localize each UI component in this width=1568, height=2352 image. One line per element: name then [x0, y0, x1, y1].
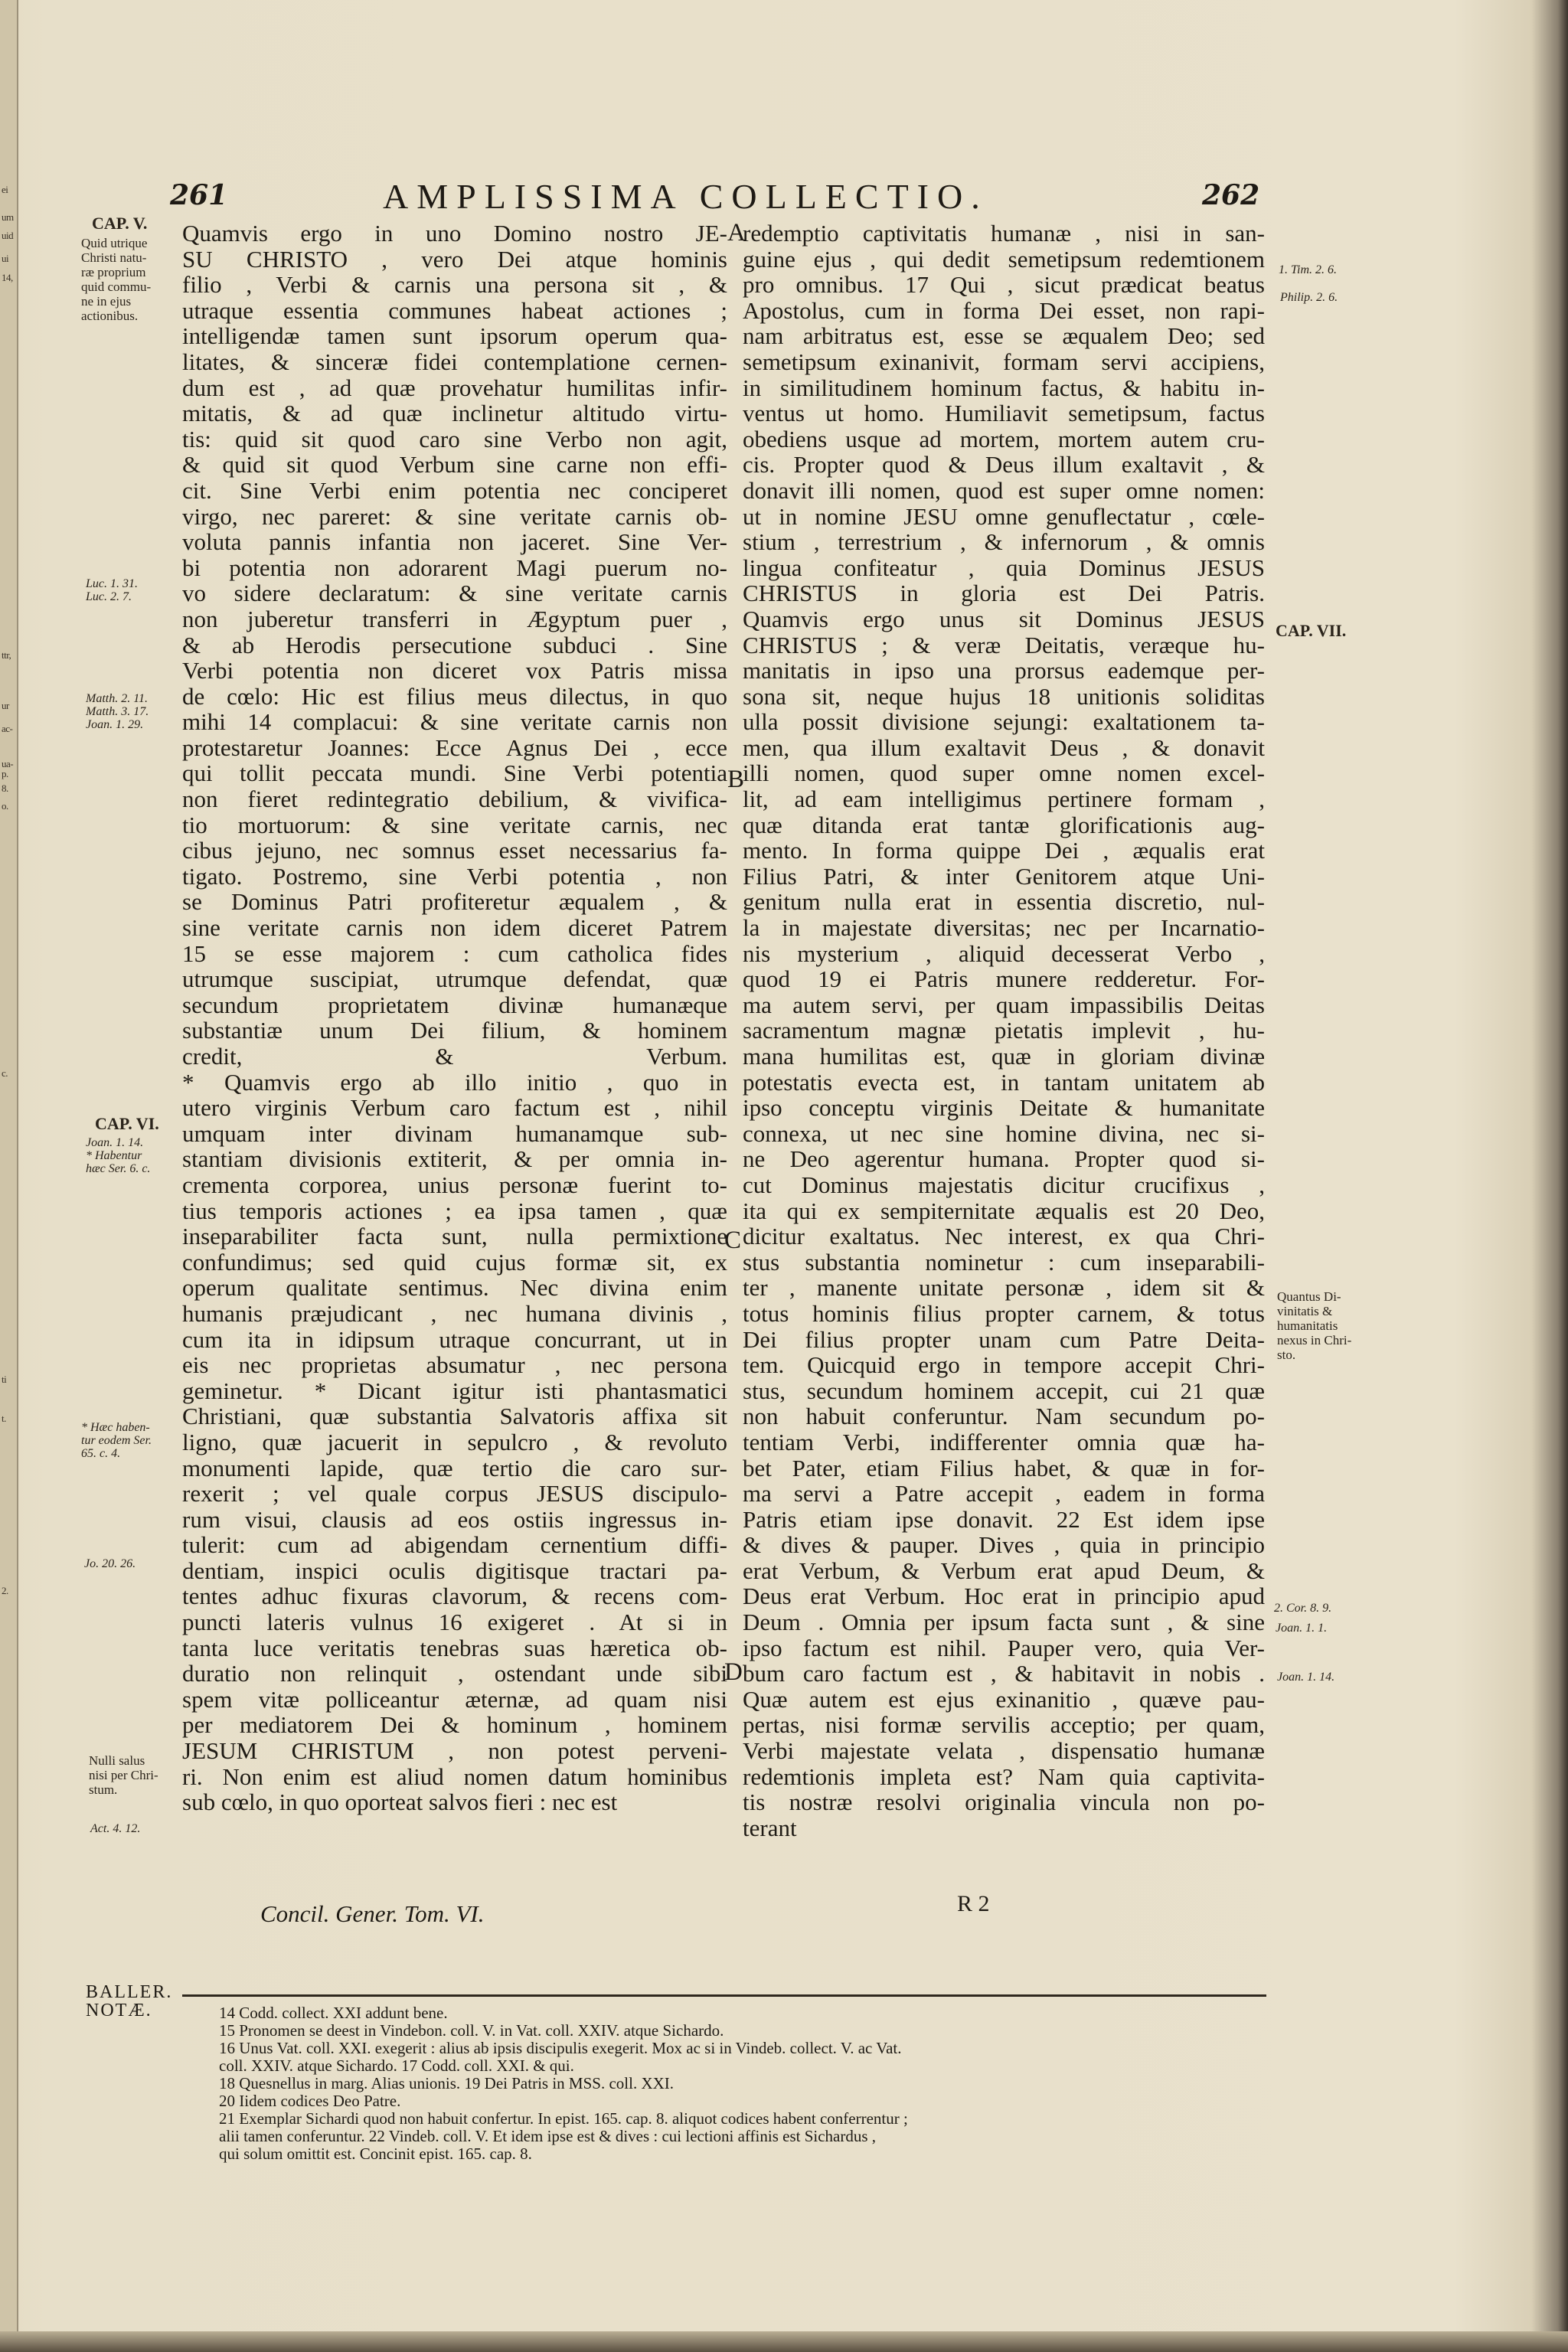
text-line: geminetur. * Dicant igitur isti phantasmatici: [182, 1377, 727, 1404]
margin-line: stum.: [89, 1782, 118, 1797]
gutter-fragment: ur: [2, 700, 9, 711]
text-line: Quamvis ergo in uno Domino nostro JE-: [182, 220, 727, 247]
text-line: mihi 14 complacui: & sine veritate carnis non: [182, 708, 727, 736]
margin-line: vinitatis &: [1277, 1304, 1333, 1318]
margin-ref-luke: [86, 577, 138, 603]
text-line: cibus jejuno, nec somnus esset necessarius fa-: [182, 837, 727, 864]
notes-heading-line: NOTÆ.: [86, 2001, 152, 2020]
gutter-fragment: ua-: [2, 758, 14, 769]
margin-ref-matthew: [86, 692, 149, 731]
text-line: Dei filius propter unam cum Patre Deita-: [743, 1325, 1265, 1353]
footnote-rule: [182, 1994, 1266, 1997]
margin-line: ræ proprium: [81, 265, 146, 279]
text-line: Christiani, quæ substantia Salvatoris affixa sit: [182, 1403, 727, 1430]
text-line: quæ ditanda erat tantæ glorificationis aug-: [743, 811, 1265, 838]
text-line: Quæ autem est ejus exinanitio , quæve pau-: [743, 1685, 1265, 1713]
text-line: nis mysterium , aliquid decesserat Verbo ,: [743, 939, 1265, 967]
margin-line: ne in ejus: [81, 294, 132, 309]
text-line: vo sidere declaratum: & sine veritate carnis: [182, 580, 727, 607]
text-line: manitatis in ipso una prorsus eademque per-: [743, 657, 1265, 684]
text-line: se Dominus Patri profiteretur æqualem , &: [182, 888, 727, 916]
text-line: & dives & pauper. Dives , quia in principio: [743, 1531, 1265, 1559]
text-line: totus hominis filius propter carnem, & totus: [743, 1299, 1265, 1327]
section-letter-d: D: [724, 1658, 743, 1686]
text-line: CHRISTUS ; & veræ Deitatis, veræque hu-: [743, 631, 1265, 658]
margin-line: humanitatis: [1277, 1318, 1338, 1333]
editor-notes: [219, 2004, 1276, 2163]
gutter-fragment: 14,: [2, 272, 13, 283]
section-letter-b: B: [727, 766, 745, 793]
text-line: dentiam, inspici oculis digitisque tractari pa-: [182, 1557, 727, 1584]
text-line: cit. Sine Verbi enim potentia nec conciperet: [182, 476, 727, 504]
signature-mark: R 2: [957, 1891, 990, 1916]
text-line: ita qui ex sempiternitate æqualis est 20 Deo,: [743, 1197, 1265, 1224]
text-line: non habuit conferuntur. Nam secundum po-: [743, 1403, 1265, 1430]
margin-line: nisi per Chri-: [89, 1768, 158, 1782]
gutter-fragment: 2.: [2, 1585, 8, 1596]
text-line: substantiæ unum Dei filium, & hominem: [182, 1017, 727, 1044]
margin-line: Joan. 1. 14.: [86, 1136, 144, 1149]
catchword-left: Concil. Gener. Tom. VI.: [260, 1900, 485, 1927]
text-line: intelligendæ tamen sunt ipsorum operum qua-: [182, 322, 727, 350]
text-line: stus, secundum hominem accepit, cui 21 quæ: [743, 1377, 1265, 1404]
margin-ref-philippians: Philip. 2. 6.: [1280, 291, 1338, 304]
text-line: tius temporis actiones ; ea ipsa tamen , quæ: [182, 1197, 727, 1224]
text-line: operum qualitate sentimus. Nec divina enim: [182, 1274, 727, 1302]
text-line: protestaretur Joannes: Ecce Agnus Dei , ecce: [182, 733, 727, 761]
text-line: tentes adhuc fixuras clavorum, & recens com-: [182, 1583, 727, 1610]
text-line: filio , Verbi & carnis una persona sit , &: [182, 271, 727, 299]
margin-line: Matth. 2. 11.: [86, 692, 149, 705]
text-line: voluta pannis infantia non jaceret. Sine Ver-: [182, 528, 727, 556]
text-line: ventus ut homo. Humiliavit semetipsum, factus: [743, 400, 1265, 427]
margin-summary-nulli-salus: [89, 1753, 158, 1797]
text-line: litates, & sinceræ fidei contemplatione cernen-: [182, 348, 727, 375]
text-line: genitum nulla erat in essentia discretio, nul-: [743, 888, 1265, 916]
page-title: AMPLISSIMA COLLECTIO.: [383, 177, 988, 216]
gutter-fragment: ac-: [2, 723, 13, 734]
text-line: cum ita in idipsum utraque concurrant, ut in: [182, 1325, 727, 1353]
margin-line: Quantus Di-: [1277, 1289, 1341, 1304]
text-line: tio mortuorum: & sine veritate carnis, nec: [182, 811, 727, 838]
gutter-fragment: o.: [2, 800, 8, 812]
text-line: qui tollit peccata mundi. Sine Verbi potentia: [182, 760, 727, 787]
text-line: pro omnibus. 17 Qui , sicut prædicat beatus: [743, 271, 1265, 299]
text-line: quod 19 ei Patris munere redderetur. For-: [743, 965, 1265, 993]
note-line: 16 Unus Vat. coll. XXI. exegerit : alius ab ipsis discipulis exegerit. Mox ac si in Vindeb. collect. V. ac Vat.: [219, 2040, 902, 2057]
text-line: duratio non relinquit , ostendant unde sibi: [182, 1660, 727, 1687]
text-line: rum visui, clausis ad eos ostiis ingressus in-: [182, 1505, 727, 1533]
text-line: lingua confiteatur , quia Dominus JESUS: [743, 554, 1265, 581]
text-line: sona sit, neque hujus 18 unitionis soliditas: [743, 682, 1265, 710]
text-line: humanis præjudicant , nec humana divinis ,: [182, 1299, 727, 1327]
text-line: lit, ad eam intelligimus pertinere formam ,: [743, 786, 1265, 813]
text-line: dum est , ad quæ provehatur humilitas infir-: [182, 374, 727, 401]
text-line: cut Dominus majestatis dicitur crucifixus ,: [743, 1171, 1265, 1198]
note-line: coll. XXIV. atque Sichardo. 17 Codd. coll. XXI. & qui.: [219, 2057, 574, 2075]
text-line: guine ejus , qui dedit semetipsum redemtionem: [743, 245, 1265, 273]
margin-line: actionibus.: [81, 309, 139, 323]
text-line: de cœlo: Hic est filius meus dilectus, in quo: [182, 682, 727, 710]
text-line: umquam inter divinam humanamque sub-: [182, 1119, 727, 1147]
gutter-fragment: c.: [2, 1067, 8, 1079]
text-line: tulerit: cum ad abigendam cernentium diffi-: [182, 1531, 727, 1559]
chapter-label-cap6: CAP. VI.: [95, 1114, 159, 1133]
gutter-fragment: t.: [2, 1413, 6, 1424]
text-line: virgo, nec pareret: & sine veritate carnis ob-: [182, 502, 727, 530]
text-line: obediens usque ad mortem, mortem autem cru-: [743, 425, 1265, 452]
text-line: nam arbitratus est, esse se æqualem Deo; sed: [743, 322, 1265, 350]
margin-line: Luc. 2. 7.: [86, 590, 132, 603]
gutter-fragment: ttr,: [2, 649, 11, 661]
section-letter-a: A: [727, 219, 746, 247]
text-line: erat Verbum, & Verbum erat apud Deum, &: [743, 1557, 1265, 1584]
notes-heading-line: BALLER.: [86, 1982, 173, 2002]
text-line: & ab Herodis persecutione subduci . Sine: [182, 631, 727, 658]
text-line: Quamvis ergo unus sit Dominus JESUS: [743, 605, 1265, 632]
text-line: redemptio captivitatis humanæ , nisi in san-: [743, 220, 1265, 247]
text-line: inseparabiliter facta sunt, nulla permixtione: [182, 1223, 727, 1250]
text-line: non fieret redintegratio debilium, & vivifica-: [182, 786, 727, 813]
text-line: connexa, ut nec sine homine divina, nec si-: [743, 1119, 1265, 1147]
text-line: ter , manente unitate personæ , idem sit &: [743, 1274, 1265, 1302]
text-line: mitatis, & ad quæ inclinetur altitudo virtu-: [182, 400, 727, 427]
text-line: Apostolus, cum in forma Dei esset, non rapi-: [743, 296, 1265, 324]
note-line: 20 Iidem codices Deo Patre.: [219, 2092, 401, 2110]
margin-ref-timothy: 1. Tim. 2. 6.: [1279, 263, 1338, 276]
text-line: terant: [743, 1814, 797, 1841]
text-line: mento. In forma quippe Dei , æqualis erat: [743, 837, 1265, 864]
margin-ref-john-habentur: [86, 1136, 150, 1175]
text-line: sine veritate carnis non idem diceret Patrem: [182, 914, 727, 942]
note-line: 15 Pronomen se deest in Vindebon. coll. V. in Vat. coll. XXIV. atque Sichardo.: [219, 2022, 724, 2040]
left-text-column: [182, 220, 727, 1815]
margin-line: 65. c. 4.: [81, 1447, 121, 1460]
text-line: ut in nomine JESU omne genuflectatur , cœle-: [743, 502, 1265, 530]
text-line: bet Pater, etiam Filius habet, & quæ in for-: [743, 1454, 1265, 1481]
text-line: tem. Quicquid ergo in tempore accepit Chri-: [743, 1351, 1265, 1379]
chapter-label-cap5: CAP. V.: [92, 214, 148, 233]
text-line: potestatis evecta est, in tantam unitatem ab: [743, 1068, 1265, 1096]
text-line: CHRISTUS in gloria est Dei Patris.: [743, 580, 1265, 607]
margin-summary-quid-utrique: [81, 236, 151, 323]
text-line: donavit illi nomen, quod est super omne nomen:: [743, 476, 1265, 504]
text-line: tis: quid sit quod caro sine Verbo non agit,: [182, 425, 727, 452]
text-line: credit, & Verbum.: [182, 1043, 727, 1070]
text-line: rexerit ; vel quale corpus JESUS discipulo-: [182, 1480, 727, 1508]
page-number-right: 262: [1202, 179, 1260, 211]
right-text-column: [743, 220, 1265, 1841]
text-line: bum caro factum est , & habitavit in nobis .: [743, 1660, 1265, 1687]
margin-line: Joan. 1. 29.: [86, 718, 144, 731]
margin-line: nexus in Chri-: [1277, 1333, 1352, 1348]
text-line: ligno, quæ jacuerit in sepulcro , & revoluto: [182, 1428, 727, 1455]
text-line: spem vitæ polliceantur æternæ, ad quam nisi: [182, 1685, 727, 1713]
text-line: men, qua illum exaltavit Deus , & donavit: [743, 733, 1265, 761]
text-line: tis nostræ resolvi originalia vincula non po-: [743, 1788, 1265, 1816]
text-line: ma autem servi, per quam impassibilis Deitas: [743, 991, 1265, 1018]
text-line: tentiam Verbi, indifferenter omnia quæ ha-: [743, 1428, 1265, 1455]
margin-ref-john1-1: Joan. 1. 1.: [1276, 1622, 1328, 1635]
text-line: utraque essentia communes habeat actiones ;: [182, 296, 727, 324]
gutter-fragment: ei: [2, 184, 8, 195]
text-line: monumenti lapide, quæ tertio die caro sur-: [182, 1454, 727, 1481]
margin-ref-john1-14: Joan. 1. 14.: [1277, 1671, 1335, 1684]
margin-line: Quid utrique: [81, 236, 148, 250]
margin-line: * Hæc haben-: [81, 1421, 150, 1434]
text-line: la in majestate diversitas; nec per Incarnatio-: [743, 914, 1265, 942]
margin-ref-john20: Jo. 20. 26.: [84, 1557, 136, 1570]
note-line: alii tamen conferuntur. 22 Vindeb. coll. V. Et idem ipse est & dives : cui lectioni affinis est Sichardus ,: [219, 2128, 877, 2145]
text-line: pertas, nisi formæ servilis acceptio; per quam,: [743, 1711, 1265, 1739]
text-line: Deus erat Verbum. Hoc erat in principio apud: [743, 1583, 1265, 1610]
text-line: sub cœlo, in quo oporteat salvos fieri : nec est: [182, 1788, 618, 1816]
text-line: dicitur exaltatus. Nec interest, ex qua Chri-: [743, 1223, 1265, 1250]
text-line: per mediatorem Dei & hominum , hominem: [182, 1711, 727, 1739]
section-letter-c: C: [724, 1227, 742, 1254]
text-line: Verbi majestate velata , dispensatio humanæ: [743, 1737, 1265, 1765]
text-line: ma servi a Patre accepit , eadem in forma: [743, 1480, 1265, 1508]
text-line: semetipsum exinanivit, formam servi accipiens,: [743, 348, 1265, 375]
text-line: confundimus; sed quid cujus formæ sit, ex: [182, 1248, 727, 1276]
margin-line: Matth. 3. 17.: [86, 705, 149, 718]
text-line: utero virginis Verbum caro factum est , nihil: [182, 1094, 727, 1122]
text-line: * Quamvis ergo ab illo initio , quo in: [182, 1068, 727, 1096]
text-line: ri. Non enim est aliud nomen datum hominibus: [182, 1762, 727, 1790]
text-line: crementa corporea, unius personæ fuerint to-: [182, 1171, 727, 1198]
text-line: mana humilitas est, quæ in gloriam divinæ: [743, 1043, 1265, 1070]
text-line: 15 se esse majorem : cum catholica fides: [182, 939, 727, 967]
text-line: secundum proprietatem divinæ humanæque: [182, 991, 727, 1018]
margin-line: tur eodem Ser.: [81, 1434, 152, 1447]
gutter-fragment: um: [2, 211, 14, 223]
margin-line: Luc. 1. 31.: [86, 577, 138, 590]
text-line: Patris etiam ipse donavit. 22 Est idem ipse: [743, 1505, 1265, 1533]
text-line: bi potentia non adorarent Magi puerum no-: [182, 554, 727, 581]
text-line: Verbi potentia non diceret vox Patris missa: [182, 657, 727, 684]
text-line: ipso conceptu virginis Deitate & humanitate: [743, 1094, 1265, 1122]
text-line: JESUM CHRISTUM , non potest perveni-: [182, 1737, 727, 1765]
gutter-fragment: ti: [2, 1374, 7, 1385]
gutter-fragment: uid: [2, 230, 14, 241]
gutter-fragment: p.: [2, 768, 8, 779]
page-edge-shadow: [0, 2331, 1568, 2352]
note-line: 21 Exemplar Sichardi quod non habuit confertur. In epist. 165. cap. 8. aliquot codices habent conferrentur ;: [219, 2110, 908, 2128]
margin-line: Nulli salus: [89, 1753, 145, 1768]
note-line: 14 Codd. collect. XXI addunt bene.: [219, 2004, 448, 2022]
chapter-label-cap7: CAP. VII.: [1276, 621, 1347, 640]
margin-ref-haec-habentur: [81, 1421, 152, 1460]
text-line: utrumque suscipiat, utrumque defendat, quæ: [182, 965, 727, 993]
text-line: tigato. Postremo, sine Verbi potentia , non: [182, 862, 727, 890]
note-line: qui solum omittit est. Concinit epist. 165. cap. 8.: [219, 2145, 532, 2163]
margin-line: hæc Ser. 6. c.: [86, 1162, 151, 1175]
margin-line: Christi natu-: [81, 250, 147, 265]
text-line: stantiam divisionis extiterit, & per omnia in-: [182, 1145, 727, 1173]
text-line: ipso factum est nihil. Pauper vero, quia Ver-: [743, 1634, 1265, 1661]
text-line: ne Deo agerentur humana. Propter quod si-: [743, 1145, 1265, 1173]
text-line: non juberetur transferri in Ægyptum puer ,: [182, 605, 727, 632]
notes-heading: [86, 1983, 172, 2020]
margin-line: sto.: [1277, 1348, 1296, 1362]
running-head: [0, 179, 1568, 217]
text-line: in similitudinem hominum factus, & habitu in-: [743, 374, 1265, 401]
text-line: & quid sit quod Verbum sine carne non effi-: [182, 451, 727, 479]
margin-ref-corinthians: 2. Cor. 8. 9.: [1274, 1602, 1332, 1615]
text-line: sacramentum magnæ pietatis implevit , hu-: [743, 1017, 1265, 1044]
page-number-left: 261: [170, 179, 228, 211]
margin-line: quid commu-: [81, 279, 152, 294]
text-line: tanta luce veritatis tenebras suas hæretica ob-: [182, 1634, 727, 1661]
text-line: redemtionis impleta est? Nam quia captivita-: [743, 1762, 1265, 1790]
text-line: cis. Propter quod & Deus illum exaltavit , &: [743, 451, 1265, 479]
note-line: 18 Quesnellus in marg. Alias unionis. 19 Dei Patris in MSS. coll. XXI.: [219, 2075, 675, 2092]
text-line: SU CHRISTO , vero Dei atque hominis: [182, 245, 727, 273]
text-line: puncti lateris vulnus 16 exigeret . At si in: [182, 1609, 727, 1636]
text-line: stus substantia nominetur : cum inseparabili-: [743, 1248, 1265, 1276]
margin-summary-quantus-divinitatis: [1277, 1289, 1351, 1362]
margin-line: * Habentur: [86, 1149, 142, 1162]
text-line: stium , terrestrium , & infernorum , & omnis: [743, 528, 1265, 556]
text-line: ulla possit divisione sejungi: exaltationem ta-: [743, 708, 1265, 736]
text-line: eis nec proprietas absumatur , nec persona: [182, 1351, 727, 1379]
gutter-fragment: ui: [2, 253, 9, 264]
text-line: Deum . Omnia per ipsum facta sunt , & sine: [743, 1609, 1265, 1636]
gutter-fragment: 8.: [2, 782, 8, 794]
margin-ref-acts: Act. 4. 12.: [90, 1822, 141, 1835]
text-line: illi nomen, quod super omne nomen excel-: [743, 760, 1265, 787]
text-line: Filius Patri, & inter Genitorem atque Uni-: [743, 862, 1265, 890]
